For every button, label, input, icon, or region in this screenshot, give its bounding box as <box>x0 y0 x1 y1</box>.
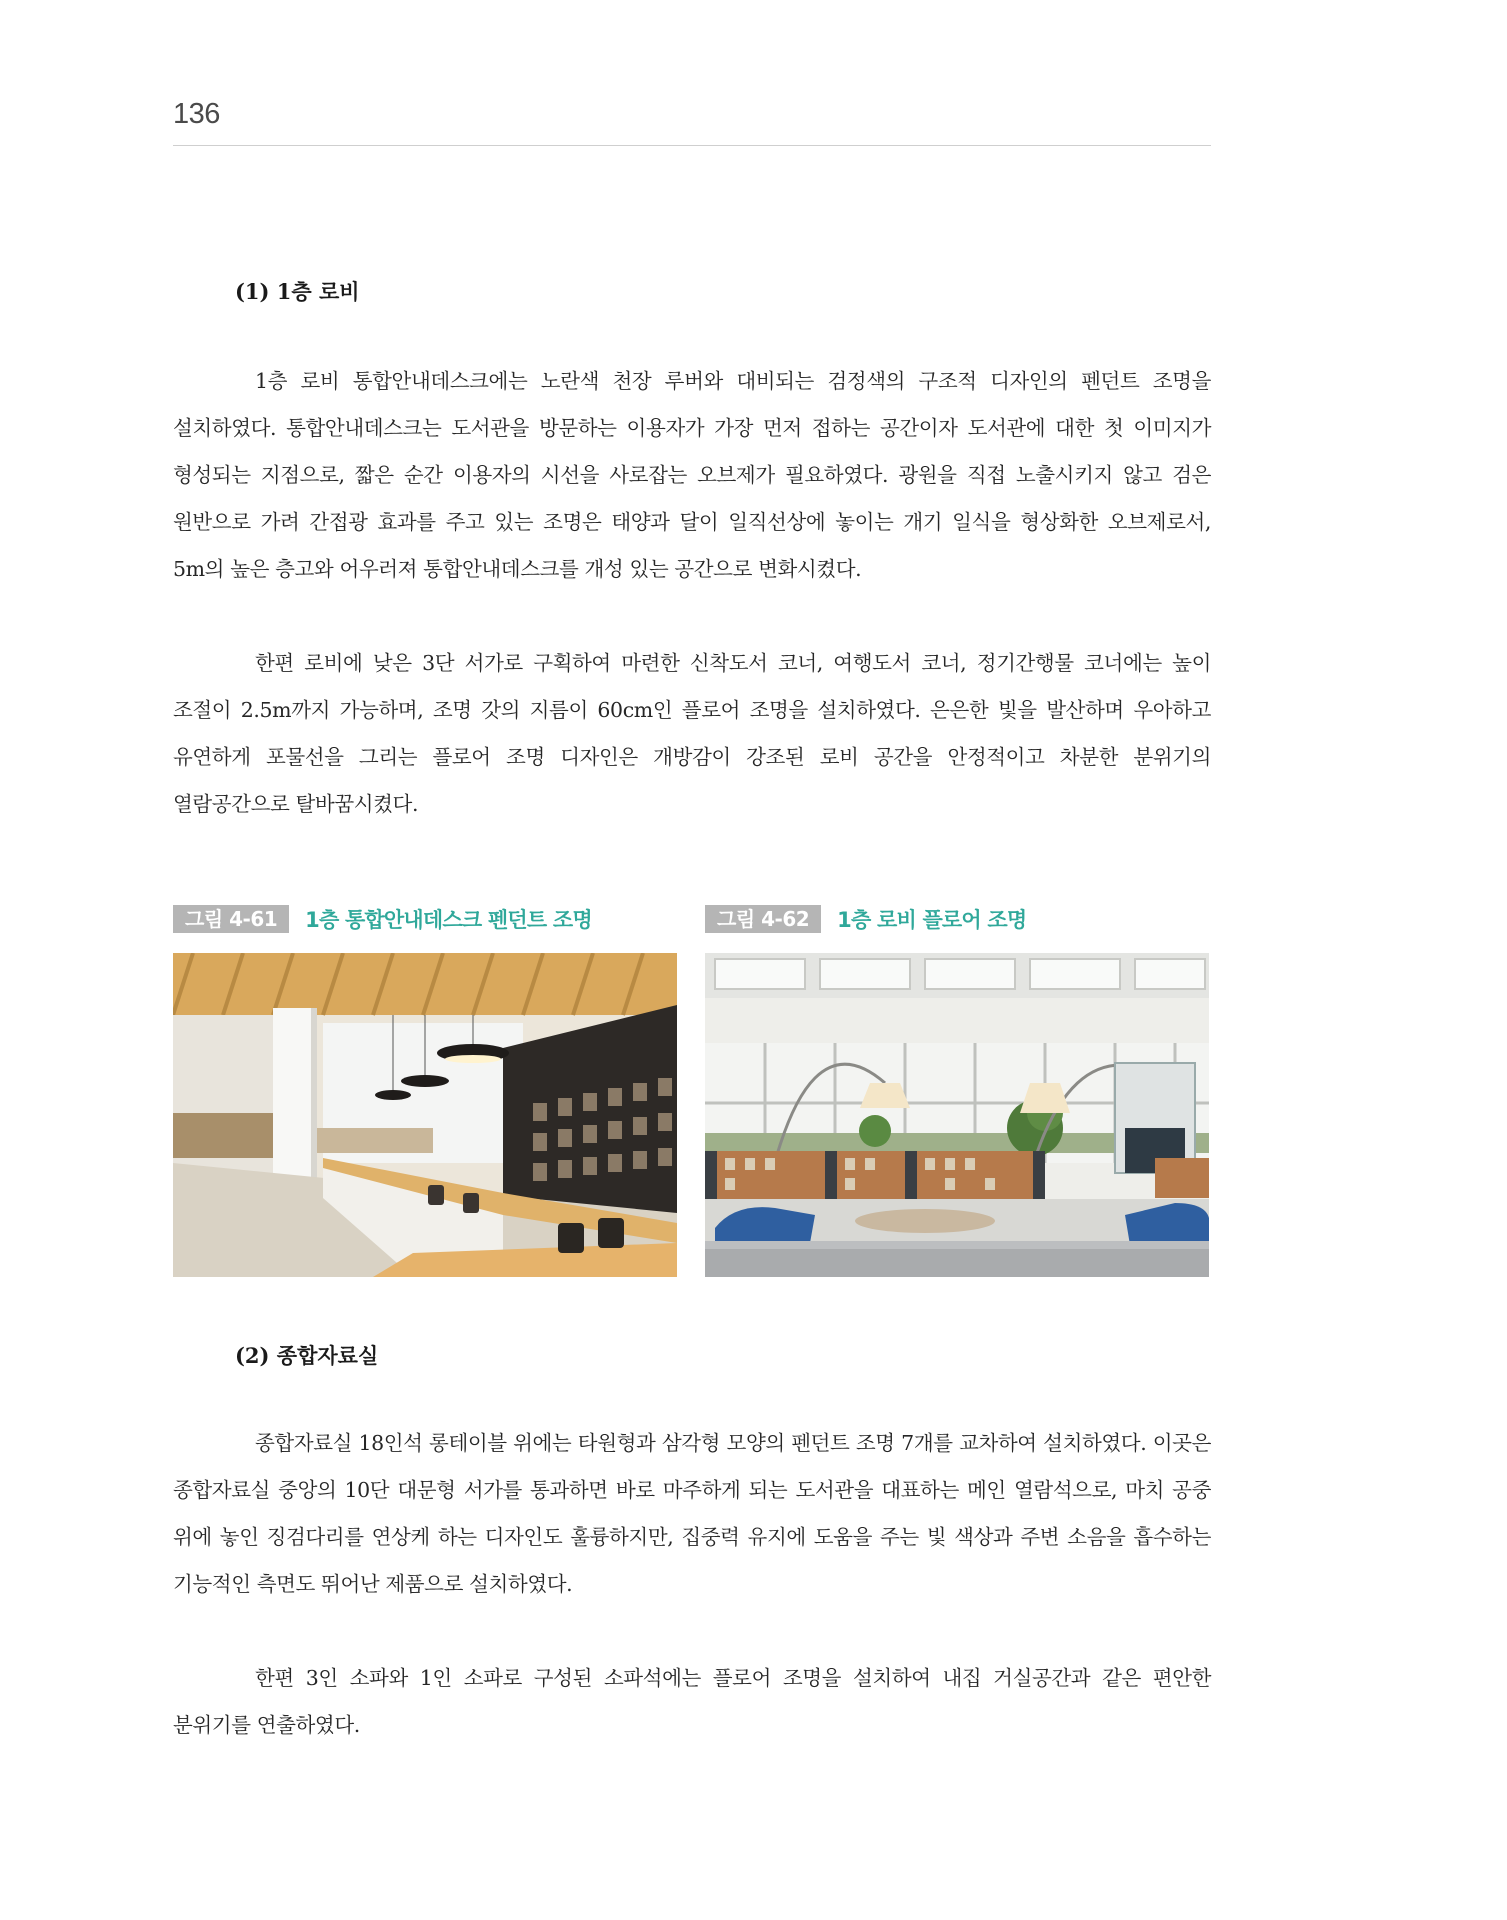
figure-title: 1층 통합안내데스크 펜던트 조명 <box>305 908 592 932</box>
paragraph-lobby-floor-lamp: 한편 로비에 낮은 3단 서가로 구획하여 마련한 신착도서 코너, 여행도서 코너, 정기간행물 코너에는 높이 조절이 2.5m까지 가능하며, 조명 갓의 지름이 60cm인 플로어 조명을 설치하였다. 은은한 빛을 발산하며 우아하고 유연하게 포물선을 그리는 플로어 조명 디자인은 개방감이 강조된 로비 공간을 안정적이고 차분한 분위기의 열람공간으로 탈바꿈시켰다. <box>173 651 1211 816</box>
section-heading-general-collection: (2) 종합자료실 <box>235 1343 379 1368</box>
paragraph-collection-pendant: 종합자료실 18인석 롱테이블 위에는 타원형과 삼각형 모양의 펜던트 조명 7개를 교차하여 설치하였다. 이곳은 종합자료실 중앙의 10단 대문형 서가를 통과하면 바로 마주하게 되는 도서관을 대표하는 메인 열람석으로, 마치 공중 위에 놓인 징검다리를 연상케 하는 디자인도 훌륭하지만, 집중력 유지에 도움을 주는 빛 색상과 주변 소음을 흡수하는 기능적인 측면도 뛰어난 제품으로 설치하였다. <box>173 1431 1211 1596</box>
figure-label: 그림 4-61 <box>173 905 289 933</box>
figure-caption-1 <box>173 905 592 933</box>
page-number: 136 <box>173 98 220 130</box>
header-rule <box>173 145 1211 146</box>
figure-title: 1층 로비 플로어 조명 <box>837 908 1027 932</box>
section-heading-lobby: (1) 1층 로비 <box>235 279 360 304</box>
photo-floor-lamps <box>705 953 1209 1277</box>
paragraph-collection-sofa: 한편 3인 소파와 1인 소파로 구성된 소파석에는 플로어 조명을 설치하여 내집 거실공간과 같은 편안한 분위기를 연출하였다. <box>173 1666 1211 1737</box>
figure-label: 그림 4-62 <box>705 905 821 933</box>
photo-pendant-lighting <box>173 953 677 1277</box>
paragraph-lobby-desk: 1층 로비 통합안내데스크에는 노란색 천장 루버와 대비되는 검정색의 구조적 디자인의 펜던트 조명을 설치하였다. 통합안내데스크는 도서관을 방문하는 이용자가 가장 먼저 접하는 공간이자 도서관에 대한 첫 이미지가 형성되는 지점으로, 짧은 순간 이용자의 시선을 사로잡는 오브제가 필요하였다. 광원을 직접 노출시키지 않고 검은 원반으로 가려 간접광 효과를 주고 있는 조명은 태양과 달이 일직선상에 놓이는 개기 일식을 형상화한 오브제로서, 5m의 높은 층고와 어우러져 통합안내데스크를 개성 있는 공간으로 변화시켰다. <box>173 369 1212 581</box>
figure-caption-2 <box>705 905 1026 933</box>
